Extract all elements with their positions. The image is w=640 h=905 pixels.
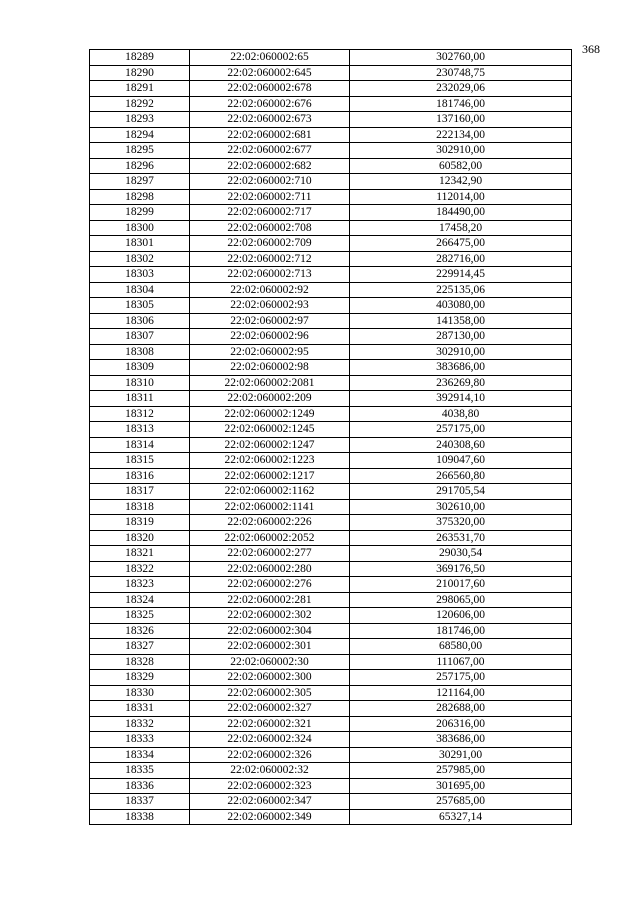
cadastral-number-cell: 22:02:060002:321: [190, 716, 350, 732]
table-row: [90, 747, 572, 763]
row-number-cell: 18289: [90, 50, 190, 66]
value-cell: 257175,00: [350, 670, 572, 686]
row-number-cell: 18334: [90, 747, 190, 763]
value-cell: 266475,00: [350, 236, 572, 252]
row-number-cell: 18331: [90, 701, 190, 717]
row-number-cell: 18329: [90, 670, 190, 686]
cadastral-number-cell: 22:02:060002:209: [190, 391, 350, 407]
row-number-cell: 18315: [90, 453, 190, 469]
table-row: [90, 236, 572, 252]
row-number-cell: 18335: [90, 763, 190, 779]
value-cell: 302910,00: [350, 344, 572, 360]
row-number-cell: 18293: [90, 112, 190, 128]
table-row: [90, 468, 572, 484]
cadastral-number-cell: 22:02:060002:305: [190, 685, 350, 701]
table-row: [90, 96, 572, 112]
cadastral-number-cell: 22:02:060002:1249: [190, 406, 350, 422]
value-cell: 222134,00: [350, 127, 572, 143]
value-cell: 181746,00: [350, 96, 572, 112]
value-cell: 375320,00: [350, 515, 572, 531]
table-row: [90, 220, 572, 236]
value-cell: 383686,00: [350, 732, 572, 748]
table-row: [90, 732, 572, 748]
cadastral-number-cell: 22:02:060002:280: [190, 561, 350, 577]
table-row: [90, 406, 572, 422]
row-number-cell: 18298: [90, 189, 190, 205]
value-cell: 230748,75: [350, 65, 572, 81]
cadastral-number-cell: 22:02:060002:323: [190, 778, 350, 794]
table-row: [90, 375, 572, 391]
row-number-cell: 18303: [90, 267, 190, 283]
table-row: [90, 670, 572, 686]
cadastral-number-cell: 22:02:060002:712: [190, 251, 350, 267]
value-cell: 257685,00: [350, 794, 572, 810]
table-row: [90, 515, 572, 531]
value-cell: 298065,00: [350, 592, 572, 608]
row-number-cell: 18305: [90, 298, 190, 314]
table-row: [90, 81, 572, 97]
row-number-cell: 18317: [90, 484, 190, 500]
cadastral-number-cell: 22:02:060002:709: [190, 236, 350, 252]
cadastral-number-cell: 22:02:060002:1141: [190, 499, 350, 515]
cadastral-number-cell: 22:02:060002:711: [190, 189, 350, 205]
table-row: [90, 205, 572, 221]
cadastral-number-cell: 22:02:060002:302: [190, 608, 350, 624]
cadastral-number-cell: 22:02:060002:1162: [190, 484, 350, 500]
row-number-cell: 18290: [90, 65, 190, 81]
value-cell: 29030,54: [350, 546, 572, 562]
cadastral-number-cell: 22:02:060002:304: [190, 623, 350, 639]
value-cell: 282716,00: [350, 251, 572, 267]
row-number-cell: 18294: [90, 127, 190, 143]
cadastral-number-cell: 22:02:060002:277: [190, 546, 350, 562]
table-row: [90, 608, 572, 624]
value-cell: 181746,00: [350, 623, 572, 639]
row-number-cell: 18310: [90, 375, 190, 391]
cadastral-number-cell: 22:02:060002:1245: [190, 422, 350, 438]
value-cell: 229914,45: [350, 267, 572, 283]
row-number-cell: 18336: [90, 778, 190, 794]
row-number-cell: 18323: [90, 577, 190, 593]
row-number-cell: 18314: [90, 437, 190, 453]
cadastral-number-cell: 22:02:060002:95: [190, 344, 350, 360]
value-cell: 137160,00: [350, 112, 572, 128]
cadastral-number-cell: 22:02:060002:30: [190, 654, 350, 670]
value-cell: 403080,00: [350, 298, 572, 314]
cadastral-number-cell: 22:02:060002:673: [190, 112, 350, 128]
table-row: [90, 654, 572, 670]
value-cell: 141358,00: [350, 313, 572, 329]
cadastral-number-cell: 22:02:060002:1217: [190, 468, 350, 484]
register-table: [89, 49, 572, 825]
row-number-cell: 18322: [90, 561, 190, 577]
row-number-cell: 18324: [90, 592, 190, 608]
row-number-cell: 18296: [90, 158, 190, 174]
value-cell: 60582,00: [350, 158, 572, 174]
cadastral-number-cell: 22:02:060002:678: [190, 81, 350, 97]
table-row: [90, 561, 572, 577]
cadastral-number-cell: 22:02:060002:2081: [190, 375, 350, 391]
value-cell: 65327,14: [350, 809, 572, 825]
row-number-cell: 18306: [90, 313, 190, 329]
cadastral-number-cell: 22:02:060002:92: [190, 282, 350, 298]
cadastral-number-cell: 22:02:060002:708: [190, 220, 350, 236]
row-number-cell: 18297: [90, 174, 190, 190]
table-row: [90, 189, 572, 205]
cadastral-number-cell: 22:02:060002:98: [190, 360, 350, 376]
value-cell: 257175,00: [350, 422, 572, 438]
row-number-cell: 18309: [90, 360, 190, 376]
table-row: [90, 499, 572, 515]
row-number-cell: 18301: [90, 236, 190, 252]
row-number-cell: 18318: [90, 499, 190, 515]
table-row: [90, 360, 572, 376]
value-cell: 232029,06: [350, 81, 572, 97]
value-cell: 111067,00: [350, 654, 572, 670]
table-row: [90, 484, 572, 500]
row-number-cell: 18307: [90, 329, 190, 345]
table-row: [90, 530, 572, 546]
value-cell: 301695,00: [350, 778, 572, 794]
cadastral-number-cell: 22:02:060002:682: [190, 158, 350, 174]
table-row: [90, 623, 572, 639]
value-cell: 12342,90: [350, 174, 572, 190]
cadastral-number-cell: 22:02:060002:226: [190, 515, 350, 531]
value-cell: 266560,80: [350, 468, 572, 484]
row-number-cell: 18326: [90, 623, 190, 639]
cadastral-number-cell: 22:02:060002:327: [190, 701, 350, 717]
table-row: [90, 143, 572, 159]
table-row: [90, 794, 572, 810]
row-number-cell: 18338: [90, 809, 190, 825]
cadastral-number-cell: 22:02:060002:326: [190, 747, 350, 763]
value-cell: 68580,00: [350, 639, 572, 655]
row-number-cell: 18327: [90, 639, 190, 655]
register-table-body: [90, 50, 572, 825]
table-row: [90, 809, 572, 825]
value-cell: 184490,00: [350, 205, 572, 221]
cadastral-number-cell: 22:02:060002:349: [190, 809, 350, 825]
table-row: [90, 267, 572, 283]
cadastral-number-cell: 22:02:060002:717: [190, 205, 350, 221]
value-cell: 302910,00: [350, 143, 572, 159]
table-row: [90, 174, 572, 190]
value-cell: 225135,06: [350, 282, 572, 298]
value-cell: 240308,60: [350, 437, 572, 453]
row-number-cell: 18312: [90, 406, 190, 422]
row-number-cell: 18330: [90, 685, 190, 701]
value-cell: 282688,00: [350, 701, 572, 717]
cadastral-number-cell: 22:02:060002:301: [190, 639, 350, 655]
cadastral-number-cell: 22:02:060002:347: [190, 794, 350, 810]
row-number-cell: 18308: [90, 344, 190, 360]
table-row: [90, 313, 572, 329]
cadastral-number-cell: 22:02:060002:65: [190, 50, 350, 66]
row-number-cell: 18311: [90, 391, 190, 407]
cadastral-number-cell: 22:02:060002:710: [190, 174, 350, 190]
table-row: [90, 639, 572, 655]
value-cell: 302760,00: [350, 50, 572, 66]
value-cell: 287130,00: [350, 329, 572, 345]
row-number-cell: 18320: [90, 530, 190, 546]
table-row: [90, 763, 572, 779]
value-cell: 257985,00: [350, 763, 572, 779]
row-number-cell: 18292: [90, 96, 190, 112]
cadastral-number-cell: 22:02:060002:32: [190, 763, 350, 779]
value-cell: 206316,00: [350, 716, 572, 732]
row-number-cell: 18316: [90, 468, 190, 484]
row-number-cell: 18313: [90, 422, 190, 438]
cadastral-number-cell: 22:02:060002:1223: [190, 453, 350, 469]
table-row: [90, 112, 572, 128]
table-row: [90, 65, 572, 81]
table-row: [90, 453, 572, 469]
cadastral-number-cell: 22:02:060002:1247: [190, 437, 350, 453]
row-number-cell: 18295: [90, 143, 190, 159]
row-number-cell: 18321: [90, 546, 190, 562]
cadastral-number-cell: 22:02:060002:276: [190, 577, 350, 593]
row-number-cell: 18328: [90, 654, 190, 670]
table-row: [90, 298, 572, 314]
value-cell: 210017,60: [350, 577, 572, 593]
cadastral-number-cell: 22:02:060002:713: [190, 267, 350, 283]
table-row: [90, 127, 572, 143]
value-cell: 263531,70: [350, 530, 572, 546]
table-row: [90, 391, 572, 407]
row-number-cell: 18302: [90, 251, 190, 267]
value-cell: 17458,20: [350, 220, 572, 236]
row-number-cell: 18304: [90, 282, 190, 298]
cadastral-number-cell: 22:02:060002:96: [190, 329, 350, 345]
page-number: 368: [582, 42, 600, 56]
value-cell: 291705,54: [350, 484, 572, 500]
cadastral-number-cell: 22:02:060002:677: [190, 143, 350, 159]
table-row: [90, 422, 572, 438]
value-cell: 369176,50: [350, 561, 572, 577]
cadastral-number-cell: 22:02:060002:324: [190, 732, 350, 748]
value-cell: 302610,00: [350, 499, 572, 515]
cadastral-number-cell: 22:02:060002:2052: [190, 530, 350, 546]
row-number-cell: 18332: [90, 716, 190, 732]
value-cell: 383686,00: [350, 360, 572, 376]
table-row: [90, 546, 572, 562]
row-number-cell: 18333: [90, 732, 190, 748]
row-number-cell: 18291: [90, 81, 190, 97]
table-row: [90, 701, 572, 717]
table-row: [90, 778, 572, 794]
table-row: [90, 158, 572, 174]
table-row: [90, 50, 572, 66]
table-row: [90, 577, 572, 593]
value-cell: 120606,00: [350, 608, 572, 624]
row-number-cell: 18299: [90, 205, 190, 221]
table-row: [90, 344, 572, 360]
row-number-cell: 18325: [90, 608, 190, 624]
cadastral-number-cell: 22:02:060002:281: [190, 592, 350, 608]
cadastral-number-cell: 22:02:060002:93: [190, 298, 350, 314]
table-row: [90, 329, 572, 345]
cadastral-number-cell: 22:02:060002:645: [190, 65, 350, 81]
cadastral-number-cell: 22:02:060002:97: [190, 313, 350, 329]
row-number-cell: 18319: [90, 515, 190, 531]
row-number-cell: 18337: [90, 794, 190, 810]
value-cell: 236269,80: [350, 375, 572, 391]
table-row: [90, 716, 572, 732]
value-cell: 121164,00: [350, 685, 572, 701]
table-row: [90, 437, 572, 453]
cadastral-number-cell: 22:02:060002:681: [190, 127, 350, 143]
value-cell: 4038,80: [350, 406, 572, 422]
table-row: [90, 282, 572, 298]
table-row: [90, 251, 572, 267]
value-cell: 112014,00: [350, 189, 572, 205]
row-number-cell: 18300: [90, 220, 190, 236]
table-row: [90, 685, 572, 701]
value-cell: 392914,10: [350, 391, 572, 407]
table-row: [90, 592, 572, 608]
cadastral-number-cell: 22:02:060002:676: [190, 96, 350, 112]
cadastral-number-cell: 22:02:060002:300: [190, 670, 350, 686]
value-cell: 30291,00: [350, 747, 572, 763]
value-cell: 109047,60: [350, 453, 572, 469]
